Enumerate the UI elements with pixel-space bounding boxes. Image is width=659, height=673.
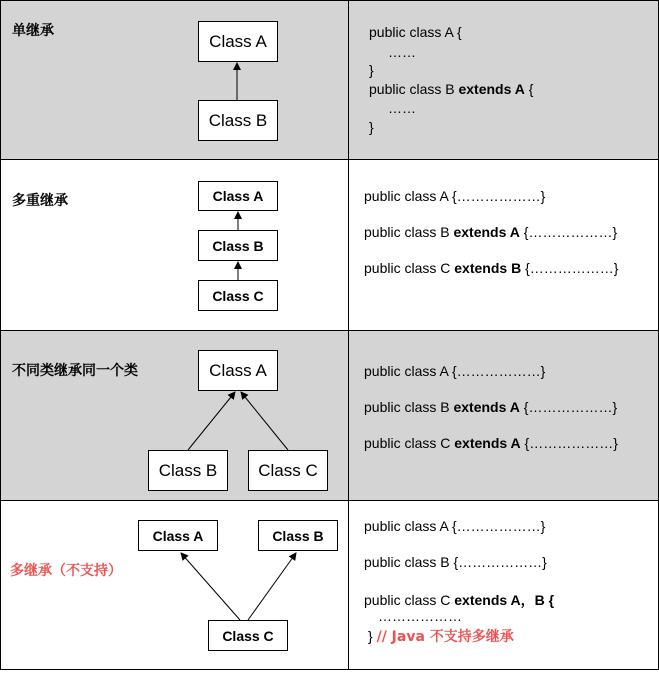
- class-box-c: Class C: [248, 450, 328, 491]
- section-title: 多重继承: [12, 193, 68, 209]
- code-line: public class C extends B {………………}: [364, 260, 619, 276]
- class-box-b: Class B: [198, 100, 278, 141]
- code-line: public class A {………………}: [364, 518, 546, 534]
- class-box-b: Class B: [198, 230, 278, 261]
- code-comment: // Java 不支持多继承: [376, 629, 514, 645]
- section-title: 单继承: [12, 23, 54, 39]
- class-box-b: Class B: [148, 450, 228, 491]
- class-box-c: Class C: [208, 620, 288, 651]
- class-box-a: Class A: [198, 21, 278, 62]
- class-box-a: Class A: [198, 350, 278, 391]
- section-title: 多继承（不支持）: [10, 563, 122, 579]
- row-divider: [1, 159, 658, 160]
- code-line: }: [369, 62, 374, 78]
- class-box-b: Class B: [258, 520, 338, 551]
- column-divider: [348, 0, 349, 670]
- code-line: public class A {………………}: [364, 188, 546, 204]
- section-title: 不同类继承同一个类: [12, 363, 138, 379]
- code-line: ……: [388, 100, 416, 116]
- code-line: }: [369, 119, 374, 135]
- class-box-a: Class A: [198, 181, 278, 211]
- code-line: public class C extends A，B {: [364, 592, 555, 608]
- code-line: public class B extends A {………………}: [364, 399, 618, 415]
- class-box-a: Class A: [138, 520, 218, 551]
- code-line: public class C extends A {………………}: [364, 435, 618, 451]
- code-line: ……: [388, 44, 416, 60]
- class-box-c: Class C: [198, 280, 278, 311]
- code-line: public class B extends A {………………}: [364, 224, 618, 240]
- code-line: public class B {………………}: [364, 554, 547, 570]
- row-divider: [1, 330, 658, 331]
- code-line: } // Java 不支持多继承: [368, 628, 514, 645]
- code-line: ………………: [378, 608, 462, 624]
- code-line: public class B extends A {: [369, 81, 534, 97]
- row-divider: [1, 500, 658, 501]
- code-line: public class A {: [369, 24, 462, 40]
- code-line: public class A {………………}: [364, 363, 546, 379]
